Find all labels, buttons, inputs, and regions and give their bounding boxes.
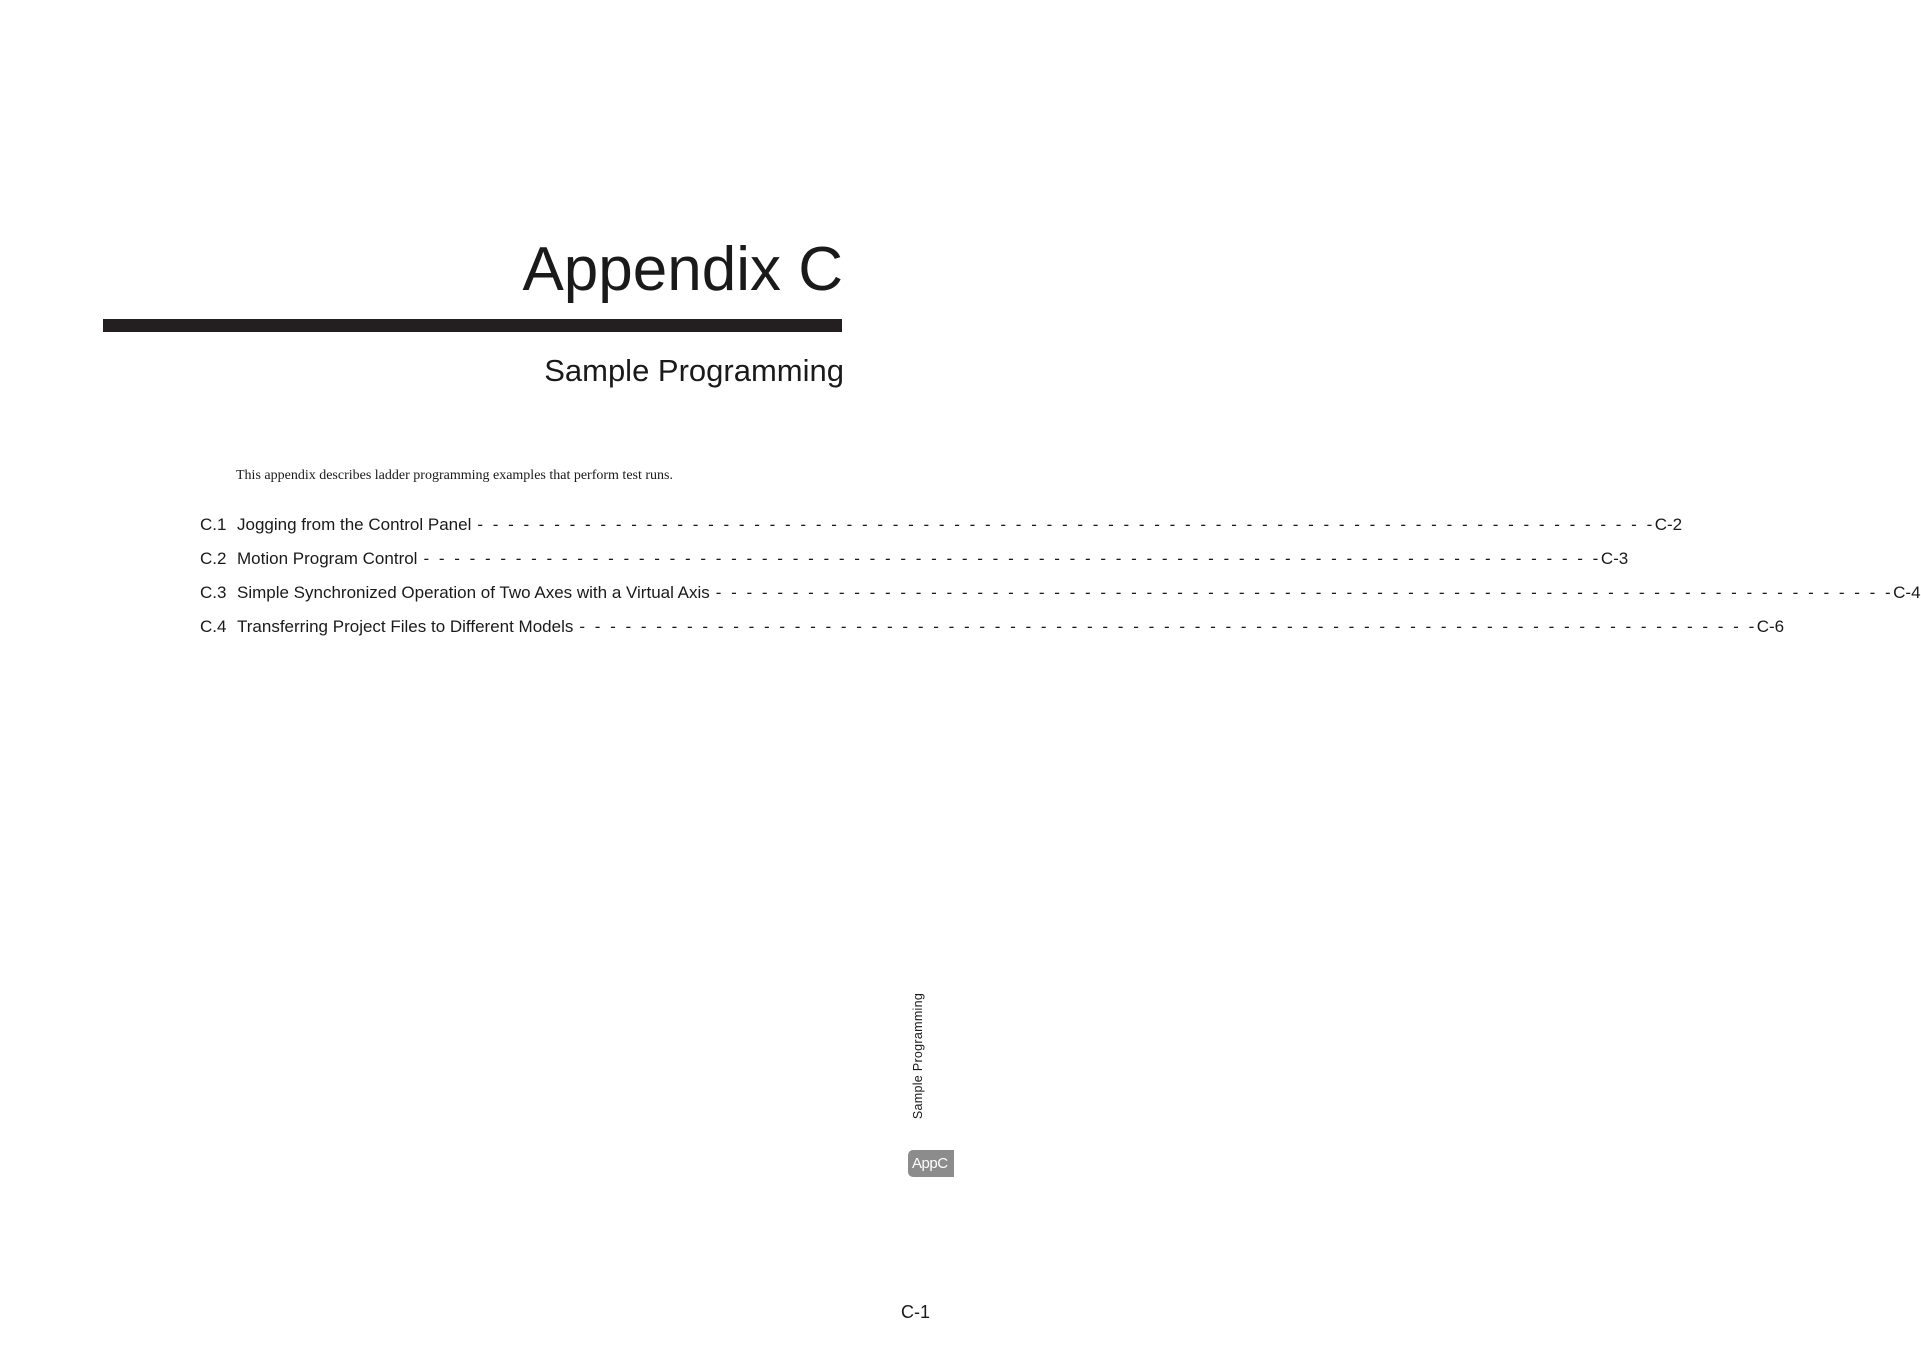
toc-entry-page: C-3 xyxy=(1600,549,1629,568)
toc-dot-leader: - - - - - - - - - - - - - - - - - - - - - - - - - - - - - - - - - - - - - - - - - - - - - - - - - - - - - - - - - - - - - - - - - - - - - - - - - - - - - xyxy=(423,549,1601,568)
chapter-subtitle: Sample Programming xyxy=(544,353,844,388)
toc-entry-page: C-2 xyxy=(1654,515,1683,534)
appendix-tab-badge[interactable]: AppC xyxy=(908,1150,954,1177)
toc-entry-number: C.1 xyxy=(200,515,227,534)
page-number: C-1 xyxy=(900,1302,930,1322)
title-rule xyxy=(103,319,842,332)
intro-paragraph: This appendix describes ladder programming examples that perform test runs. xyxy=(236,468,673,483)
toc-entry-number: C.4 xyxy=(200,617,227,636)
toc-entry-title: Simple Synchronized Operation of Two Axes with a Virtual Axis xyxy=(237,583,710,602)
toc-entry-title: Motion Program Control xyxy=(237,549,418,568)
toc-entry-number: C.3 xyxy=(200,583,227,602)
toc-entry-page: C-4 xyxy=(1893,583,1921,602)
table-of-contents xyxy=(200,512,1921,648)
toc-entry-page: C-6 xyxy=(1756,617,1785,636)
toc-dot-leader: - - - - - - - - - - - - - - - - - - - - - - - - - - - - - - - - - - - - - - - - - - - - - - - - - - - - - - - - - - - - - - - - - - - - - - - - - - - - - xyxy=(579,617,1757,636)
toc-entry-number: C.2 xyxy=(200,549,227,568)
toc-entry[interactable] xyxy=(200,614,1785,648)
toc-dot-leader: - - - - - - - - - - - - - - - - - - - - - - - - - - - - - - - - - - - - - - - - - - - - - - - - - - - - - - - - - - - - - - - - - - - - - - - - - - - - - xyxy=(715,583,1894,602)
toc-entry-title: Transferring Project Files to Different Models xyxy=(237,617,574,636)
side-tab-label: Sample Programming xyxy=(911,992,925,1120)
chapter-title: Appendix C xyxy=(522,235,843,304)
toc-entry-title: Jogging from the Control Panel xyxy=(237,515,472,534)
toc-dot-leader: - - - - - - - - - - - - - - - - - - - - - - - - - - - - - - - - - - - - - - - - - - - - - - - - - - - - - - - - - - - - - - - - - - - - - - - - - - - - - xyxy=(477,515,1655,534)
toc-entry[interactable] xyxy=(200,580,1921,614)
toc-entry[interactable] xyxy=(200,546,1629,580)
toc-entry[interactable] xyxy=(200,512,1683,546)
